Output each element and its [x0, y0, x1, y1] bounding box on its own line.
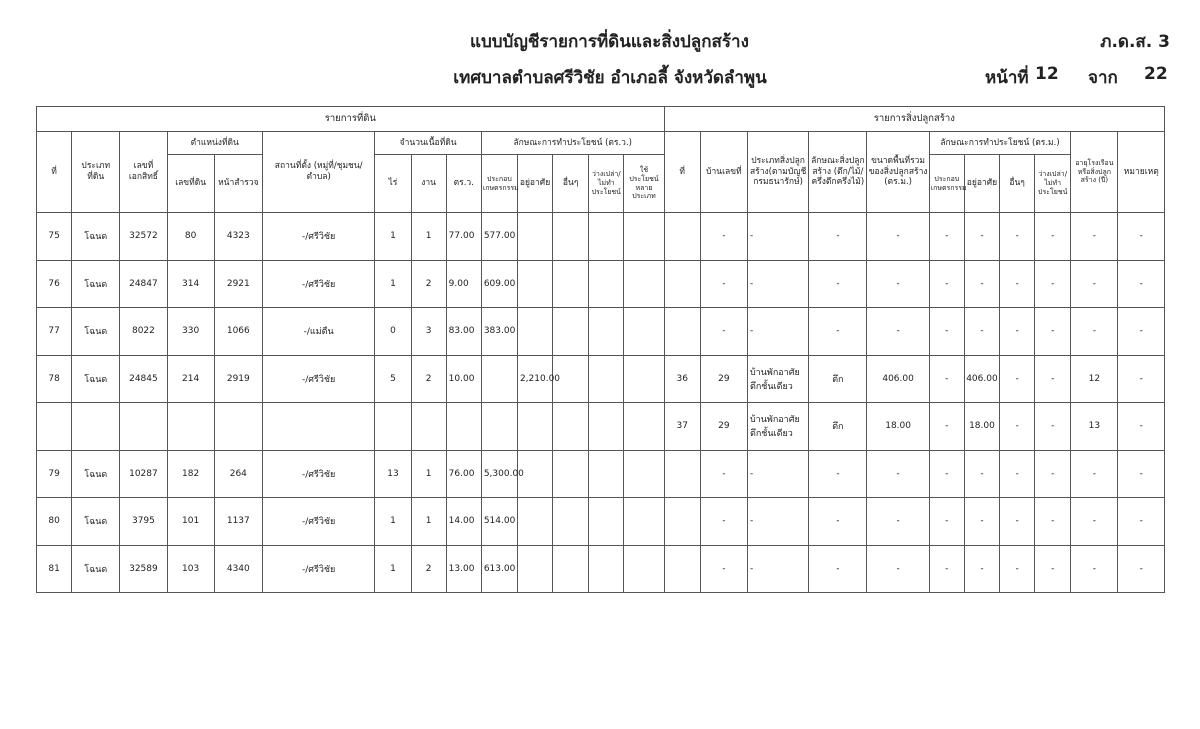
cell-ngan: 1 [411, 450, 446, 498]
cell-resid [517, 498, 552, 546]
cell-type: โฉนด [72, 355, 120, 403]
table-row [37, 403, 1165, 451]
cell-ngan: 1 [411, 213, 446, 261]
cell-b-agri: - [929, 403, 964, 451]
col-area: จำนวนเนื้อที่ดิน [375, 132, 481, 155]
cell-b-resid: 18.00 [964, 403, 999, 451]
cell-other [553, 450, 589, 498]
cell-house: - [700, 498, 747, 546]
cell-b-vacant: - [1035, 355, 1071, 403]
cell-vacant [589, 260, 624, 308]
cell-remark: - [1118, 545, 1165, 593]
cell-vacant [589, 355, 624, 403]
cell-survey: 2919 [214, 355, 262, 403]
cell-vacant [589, 498, 624, 546]
cell-loc: -/ศรีวิชัย [262, 450, 374, 498]
col-deed-no: เลขที่เอกสิทธิ์ [120, 132, 167, 213]
cell-b-agri: - [929, 213, 964, 261]
cell-vacant [589, 308, 624, 356]
cell-land-no: 214 [167, 355, 214, 403]
cell-b-other: - [1000, 450, 1035, 498]
cell-b-other: - [1000, 403, 1035, 451]
cell-b-agri: - [929, 450, 964, 498]
cell-b-char: - [809, 308, 867, 356]
cell-resid [517, 260, 552, 308]
cell-deed: 24845 [120, 355, 167, 403]
cell-ngan: 2 [411, 545, 446, 593]
cell-survey: 264 [214, 450, 262, 498]
cell-ngan: 2 [411, 355, 446, 403]
cell-rai: 1 [375, 260, 411, 308]
cell-b-no [664, 450, 700, 498]
cell-resid [517, 403, 552, 451]
cell-resid [517, 308, 552, 356]
cell-b-size: - [867, 498, 929, 546]
cell-b-vacant: - [1035, 213, 1071, 261]
cell-multi [624, 308, 664, 356]
cell-b-other: - [1000, 355, 1035, 403]
cell-remark: - [1118, 355, 1165, 403]
cell-survey: 2921 [214, 260, 262, 308]
cell-type: โฉนด [72, 260, 120, 308]
col-wa: ตร.ว. [446, 155, 481, 213]
cell-deed: 8022 [120, 308, 167, 356]
cell-resid [517, 213, 552, 261]
cell-age: - [1071, 213, 1118, 261]
col-b-use: ลักษณะการทำประโยชน์ (ตร.ม.) [929, 132, 1071, 155]
col-b-no: ที่ [664, 132, 700, 213]
cell-resid: 2,210.00 [517, 355, 552, 403]
cell-b-other: - [1000, 308, 1035, 356]
cell-b-agri: - [929, 545, 964, 593]
cell-land-no: 314 [167, 260, 214, 308]
cell-no: 79 [37, 450, 72, 498]
cell-remark: - [1118, 260, 1165, 308]
cell-land-no: 330 [167, 308, 214, 356]
cell-ngan [411, 403, 446, 451]
cell-no: 75 [37, 213, 72, 261]
cell-b-size: 18.00 [867, 403, 929, 451]
cell-rai: 13 [375, 450, 411, 498]
table-row [37, 260, 1165, 308]
cell-survey: 1137 [214, 498, 262, 546]
cell-age: - [1071, 450, 1118, 498]
cell-vacant [589, 213, 624, 261]
col-resid: อยู่อาศัย [517, 155, 552, 213]
cell-wa [446, 403, 481, 451]
land-building-table [36, 106, 1165, 593]
cell-b-size: 406.00 [867, 355, 929, 403]
cell-b-size: - [867, 450, 929, 498]
cell-loc: -/ศรีวิชัย [262, 213, 374, 261]
cell-b-no [664, 260, 700, 308]
cell-other [553, 213, 589, 261]
cell-b-vacant: - [1035, 308, 1071, 356]
cell-agri: 577.00 [481, 213, 517, 261]
cell-vacant [589, 450, 624, 498]
cell-other [553, 260, 589, 308]
cell-b-agri: - [929, 308, 964, 356]
cell-b-char: - [809, 450, 867, 498]
cell-b-agri: - [929, 355, 964, 403]
cell-multi [624, 450, 664, 498]
cell-b-resid: - [964, 450, 999, 498]
cell-agri: 383.00 [481, 308, 517, 356]
cell-type: โฉนด [72, 213, 120, 261]
cell-b-char: - [809, 213, 867, 261]
cell-no: 78 [37, 355, 72, 403]
table-row [37, 450, 1165, 498]
cell-remark: - [1118, 403, 1165, 451]
cell-ngan: 3 [411, 308, 446, 356]
cell-b-type: - [747, 545, 808, 593]
col-age: อายุโรงเรือนหรือสิ่งปลูกสร้าง (ปี) [1071, 132, 1118, 213]
cell-b-other: - [1000, 213, 1035, 261]
cell-house: - [700, 260, 747, 308]
cell-rai: 1 [375, 545, 411, 593]
cell-b-resid: - [964, 213, 999, 261]
cell-land-no: 80 [167, 213, 214, 261]
cell-b-resid: 406.00 [964, 355, 999, 403]
cell-b-resid: - [964, 308, 999, 356]
form-code: ภ.ด.ส. 3 [1100, 32, 1170, 52]
cell-multi [624, 260, 664, 308]
cell-deed: 3795 [120, 498, 167, 546]
col-other: อื่นๆ [553, 155, 589, 213]
col-remark: หมายเหตุ [1118, 132, 1165, 213]
col-land-type: ประเภทที่ดิน [72, 132, 120, 213]
cell-b-agri: - [929, 260, 964, 308]
cell-type: โฉนด [72, 498, 120, 546]
cell-b-type: บ้านพักอาศัยตึกชั้นเดียว [747, 403, 808, 451]
cell-ngan: 1 [411, 498, 446, 546]
cell-loc: -/แม่ตืน [262, 308, 374, 356]
cell-wa: 76.00 [446, 450, 481, 498]
cell-b-vacant: - [1035, 260, 1071, 308]
cell-deed: 32589 [120, 545, 167, 593]
col-land-use: ลักษณะการทำประโยชน์ (ตร.ว.) [481, 132, 664, 155]
cell-b-type: - [747, 450, 808, 498]
cell-b-size: - [867, 545, 929, 593]
cell-b-type: - [747, 213, 808, 261]
cell-b-no [664, 213, 700, 261]
of-label: จาก [1088, 68, 1118, 88]
cell-land-no: 103 [167, 545, 214, 593]
cell-house: 29 [700, 355, 747, 403]
cell-vacant [589, 403, 624, 451]
cell-house: - [700, 308, 747, 356]
cell-house: - [700, 545, 747, 593]
cell-b-char: - [809, 545, 867, 593]
cell-b-no [664, 308, 700, 356]
building-group-header: รายการสิ่งปลูกสร้าง [664, 107, 1164, 132]
cell-wa: 9.00 [446, 260, 481, 308]
cell-wa: 13.00 [446, 545, 481, 593]
col-b-char: ลักษณะสิ่งปลูกสร้าง (ตึก/ไม้/ครึ่งตึกครึ่งไม้) [809, 132, 867, 213]
cell-deed [120, 403, 167, 451]
cell-survey [214, 403, 262, 451]
table-row [37, 498, 1165, 546]
cell-wa: 14.00 [446, 498, 481, 546]
cell-survey: 4323 [214, 213, 262, 261]
cell-resid [517, 545, 552, 593]
table-row [37, 545, 1165, 593]
total-pages: 22 [1144, 64, 1168, 84]
cell-agri: 613.00 [481, 545, 517, 593]
cell-house: - [700, 450, 747, 498]
cell-b-vacant: - [1035, 403, 1071, 451]
cell-b-char: - [809, 498, 867, 546]
cell-deed: 32572 [120, 213, 167, 261]
cell-b-type: บ้านพักอาศัยตึกชั้นเดียว [747, 355, 808, 403]
cell-rai: 1 [375, 498, 411, 546]
cell-rai: 0 [375, 308, 411, 356]
cell-b-size: - [867, 213, 929, 261]
cell-agri [481, 355, 517, 403]
document-title: แบบบัญชีรายการที่ดินและสิ่งปลูกสร้าง [470, 32, 749, 52]
col-multi: ใช้ประโยชน์หลายประเภท [624, 155, 664, 213]
cell-vacant [589, 545, 624, 593]
col-land-no: เลขที่ดิน [167, 155, 214, 213]
cell-b-size: - [867, 308, 929, 356]
cell-house: - [700, 213, 747, 261]
col-b-type: ประเภทสิ่งปลูกสร้าง(ตามบัญชีกรมธนารักษ์) [747, 132, 808, 213]
cell-rai [375, 403, 411, 451]
cell-other [553, 403, 589, 451]
cell-multi [624, 213, 664, 261]
cell-no: 81 [37, 545, 72, 593]
cell-rai: 1 [375, 213, 411, 261]
cell-b-no [664, 498, 700, 546]
cell-type [72, 403, 120, 451]
page-label: หน้าที่ [985, 68, 1029, 88]
col-position: ตำแหน่งที่ดิน [167, 132, 262, 155]
col-b-agri: ประกอบเกษตรกรรม [929, 155, 964, 213]
cell-agri: 514.00 [481, 498, 517, 546]
cell-b-vacant: - [1035, 545, 1071, 593]
cell-house: 29 [700, 403, 747, 451]
cell-b-vacant: - [1035, 498, 1071, 546]
col-vacant: ว่างเปล่า/ไม่ทำประโยชน์ [589, 155, 624, 213]
cell-age: - [1071, 308, 1118, 356]
cell-b-no: 36 [664, 355, 700, 403]
cell-no: 76 [37, 260, 72, 308]
cell-rai: 5 [375, 355, 411, 403]
cell-multi [624, 545, 664, 593]
table-row [37, 213, 1165, 261]
cell-loc [262, 403, 374, 451]
table-row [37, 355, 1165, 403]
cell-land-no: 182 [167, 450, 214, 498]
cell-type: โฉนด [72, 450, 120, 498]
cell-b-other: - [1000, 498, 1035, 546]
col-ngan: งาน [411, 155, 446, 213]
cell-survey: 4340 [214, 545, 262, 593]
cell-b-type: - [747, 498, 808, 546]
cell-agri: 5,300.00 [481, 450, 517, 498]
cell-age: - [1071, 498, 1118, 546]
cell-other [553, 545, 589, 593]
cell-b-size: - [867, 260, 929, 308]
cell-b-type: - [747, 308, 808, 356]
cell-b-other: - [1000, 545, 1035, 593]
cell-b-vacant: - [1035, 450, 1071, 498]
page-number: 12 [1035, 64, 1059, 84]
cell-loc: -/ศรีวิชัย [262, 498, 374, 546]
cell-loc: -/ศรีวิชัย [262, 545, 374, 593]
cell-no [37, 403, 72, 451]
col-house-no: บ้านเลขที่ [700, 132, 747, 213]
cell-survey: 1066 [214, 308, 262, 356]
col-agri: ประกอบเกษตรกรรม [481, 155, 517, 213]
cell-agri: 609.00 [481, 260, 517, 308]
col-survey-page: หน้าสำรวจ [214, 155, 262, 213]
col-b-vacant: ว่างเปล่า/ไม่ทำประโยชน์ [1035, 155, 1071, 213]
cell-type: โฉนด [72, 308, 120, 356]
cell-age: - [1071, 545, 1118, 593]
cell-no: 77 [37, 308, 72, 356]
cell-b-no: 37 [664, 403, 700, 451]
cell-remark: - [1118, 450, 1165, 498]
cell-deed: 24847 [120, 260, 167, 308]
cell-b-char: ตึก [809, 355, 867, 403]
cell-b-char: - [809, 260, 867, 308]
cell-agri [481, 403, 517, 451]
cell-b-other: - [1000, 260, 1035, 308]
col-no: ที่ [37, 132, 72, 213]
cell-b-no [664, 545, 700, 593]
cell-b-resid: - [964, 260, 999, 308]
col-rai: ไร่ [375, 155, 411, 213]
land-group-header: รายการที่ดิน [37, 107, 665, 132]
col-b-size: ขนาดพื้นที่รวมของสิ่งปลูกสร้าง (ตร.ม.) [867, 132, 929, 213]
cell-b-char: ตึก [809, 403, 867, 451]
cell-land-no: 101 [167, 498, 214, 546]
cell-ngan: 2 [411, 260, 446, 308]
cell-no: 80 [37, 498, 72, 546]
cell-age: 13 [1071, 403, 1118, 451]
cell-age: - [1071, 260, 1118, 308]
cell-b-agri: - [929, 498, 964, 546]
cell-type: โฉนด [72, 545, 120, 593]
cell-age: 12 [1071, 355, 1118, 403]
cell-b-type: - [747, 260, 808, 308]
col-b-other: อื่นๆ [1000, 155, 1035, 213]
cell-remark: - [1118, 213, 1165, 261]
table-row [37, 308, 1165, 356]
cell-loc: -/ศรีวิชัย [262, 260, 374, 308]
cell-b-resid: - [964, 498, 999, 546]
cell-wa: 10.00 [446, 355, 481, 403]
cell-multi [624, 355, 664, 403]
cell-multi [624, 403, 664, 451]
document-subtitle: เทศบาลตำบลศรีวิชัย อำเภอลี้ จังหวัดลำพูน [453, 68, 767, 88]
cell-deed: 10287 [120, 450, 167, 498]
col-location: สถานที่ตั้ง (หมู่ที่/ชุมชน/ตำบล) [262, 132, 374, 213]
cell-loc: -/ศรีวิชัย [262, 355, 374, 403]
cell-other [553, 308, 589, 356]
cell-remark: - [1118, 498, 1165, 546]
cell-multi [624, 498, 664, 546]
cell-land-no [167, 403, 214, 451]
cell-wa: 83.00 [446, 308, 481, 356]
col-b-resid: อยู่อาศัย [964, 155, 999, 213]
cell-remark: - [1118, 308, 1165, 356]
cell-b-resid: - [964, 545, 999, 593]
cell-wa: 77.00 [446, 213, 481, 261]
cell-other [553, 498, 589, 546]
